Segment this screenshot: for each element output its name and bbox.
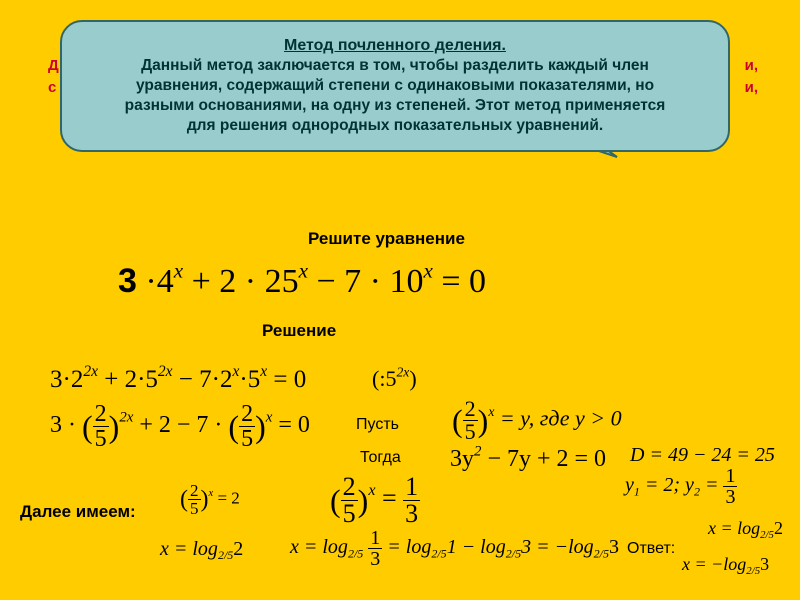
numerator: 2 <box>190 481 199 500</box>
fraction <box>341 474 358 527</box>
bg-text-fragment: и, <box>744 57 758 74</box>
fraction <box>463 398 478 443</box>
quadratic <box>450 443 607 473</box>
answer-1 <box>708 518 783 539</box>
root-text: = <box>699 474 719 497</box>
step1-exp: 2x <box>83 363 98 381</box>
quad-rest: − 7y + 2 = 0 <box>481 446 607 472</box>
sub-exp: x <box>488 404 495 419</box>
denominator: 3 <box>370 548 381 570</box>
right-paren: ) <box>357 482 369 519</box>
callout-line: Данный метод заключается в том, чтобы разделить каждый член <box>141 57 649 74</box>
divide-exp: 2x <box>396 364 410 380</box>
numerator: 2 <box>342 472 356 501</box>
log-base: 2/5 <box>593 546 609 561</box>
numerator: 1 <box>370 527 381 549</box>
fraction <box>239 402 255 451</box>
case1-rest: = 2 <box>217 488 240 508</box>
denominator: 3 <box>405 499 419 528</box>
step2-term: + 2 − 7 · <box>139 412 223 439</box>
log-base: 2/5 <box>505 546 522 561</box>
denominator: 3 <box>725 486 736 508</box>
then-label: Тогда <box>360 449 401 466</box>
right-paren: ) <box>477 402 489 439</box>
step2-equation <box>50 402 310 451</box>
right-paren: ) <box>200 486 209 513</box>
step1-exp: x <box>232 363 240 381</box>
log-text: x = log <box>160 538 218 560</box>
callout-line: для решения однородных показательных уравнений. <box>186 117 604 134</box>
log-text: 3 = −log <box>521 536 594 559</box>
answer-2 <box>682 554 769 575</box>
further-label: Далее имеем: <box>20 502 136 521</box>
step1-term: = 0 <box>273 366 307 393</box>
fraction <box>93 402 109 451</box>
quad-term: 3y <box>450 446 474 472</box>
log-arg: 2 <box>233 538 244 560</box>
numerator: 2 <box>464 396 476 421</box>
log2 <box>290 528 619 569</box>
divide-text: ) <box>409 366 417 391</box>
sub-rest: = y, где y > 0 <box>499 405 622 431</box>
step2-term: = 0 <box>278 412 310 439</box>
let-label: Пусть <box>356 416 399 433</box>
log-base: 2/5 <box>347 546 364 561</box>
denominator: 5 <box>241 426 254 452</box>
case1-exp: x <box>208 488 214 500</box>
log-arg: 3 <box>760 554 770 574</box>
numerator: 2 <box>241 401 254 427</box>
fraction <box>368 528 382 569</box>
step1-term: + 2·5 <box>104 366 158 393</box>
right-paren: ) <box>108 408 120 445</box>
eq-exp: x <box>173 258 184 283</box>
step2-exp: 2x <box>119 409 134 426</box>
callout-line: уравнения, содержащий степени с одинаковыми показателями, но <box>135 77 655 94</box>
denominator: 5 <box>190 499 199 518</box>
step1-exp: 2x <box>157 363 173 381</box>
step2-term: 3 · <box>50 412 76 439</box>
eq-exp: x <box>298 258 308 283</box>
log-base: 2/5 <box>431 546 447 561</box>
log-base: 2/5 <box>746 564 761 577</box>
eq-term: − 7 · <box>316 263 381 300</box>
fraction <box>403 474 420 527</box>
root-text: = 2; y <box>639 474 694 497</box>
log-text: = log <box>387 536 432 559</box>
eq-term: = 0 <box>441 263 487 300</box>
numerator: 2 <box>94 401 107 427</box>
divide-note <box>372 366 417 392</box>
numerator: 1 <box>405 472 419 501</box>
eq-base: 10 <box>389 263 424 300</box>
denominator: 5 <box>94 426 107 452</box>
step2-exp: x <box>265 409 273 426</box>
quad-exp: 2 <box>474 443 482 460</box>
left-paren: ( <box>180 486 188 513</box>
case2 <box>330 474 420 527</box>
log1 <box>160 538 243 561</box>
fraction <box>723 466 737 507</box>
step1-term: 3·2 <box>50 366 84 393</box>
numerator: 1 <box>725 465 736 487</box>
solution-label: Решение <box>262 321 337 340</box>
denominator: 5 <box>342 499 356 528</box>
substitution <box>452 398 622 443</box>
log-arg: 3 <box>609 536 619 559</box>
callout-title: Метод почленного деления. <box>284 37 506 54</box>
step1-term: − 7·2 <box>178 366 233 393</box>
eq-exp: x <box>423 258 433 283</box>
case2-exp: x <box>368 482 376 500</box>
right-paren: ) <box>255 408 266 445</box>
discriminant: D = 49 − 24 = 25 <box>630 444 775 466</box>
eq-base: 25 <box>264 263 299 300</box>
log-base: 2/5 <box>217 548 234 563</box>
root-var: y <box>625 474 634 497</box>
left-paren: ( <box>228 408 240 445</box>
bg-text-fragment: Д <box>48 57 59 74</box>
left-paren: ( <box>452 402 463 439</box>
left-paren: ( <box>82 408 93 445</box>
case2-eq: = <box>381 483 397 513</box>
eq-term: + 2 · <box>191 263 257 300</box>
left-paren: ( <box>330 482 341 519</box>
eq-base: 4 <box>156 263 174 300</box>
denominator: 5 <box>464 419 476 444</box>
definition-callout <box>60 20 730 152</box>
answer-text: x = −log <box>682 554 747 574</box>
root-sub: 2 <box>693 484 700 499</box>
main-equation <box>118 258 487 301</box>
fraction <box>188 482 201 517</box>
divide-text: (:5 <box>372 366 397 391</box>
step1-equation <box>50 363 307 394</box>
bg-text-fragment: и, <box>744 79 758 96</box>
eq-dot: · <box>145 263 157 300</box>
case1 <box>180 482 240 517</box>
answer-text: x = log <box>708 518 761 538</box>
log-text: 1 − log <box>446 536 506 559</box>
bg-text-fragment: с <box>48 79 57 96</box>
task-label: Решите уравнение <box>308 229 465 248</box>
roots <box>625 466 737 507</box>
log-text: x = log <box>290 536 348 559</box>
callout-line: разными основаниями, на одну из степеней. Этот метод применяется <box>124 97 666 114</box>
log-arg: 2 <box>773 518 783 538</box>
eq-coef: 3 <box>118 262 137 300</box>
step1-term: ·5 <box>239 366 261 393</box>
answer-label: Ответ: <box>627 540 676 557</box>
step1-exp: x <box>260 363 268 381</box>
root-sub: 1 <box>633 484 640 499</box>
log-base: 2/5 <box>760 528 774 541</box>
